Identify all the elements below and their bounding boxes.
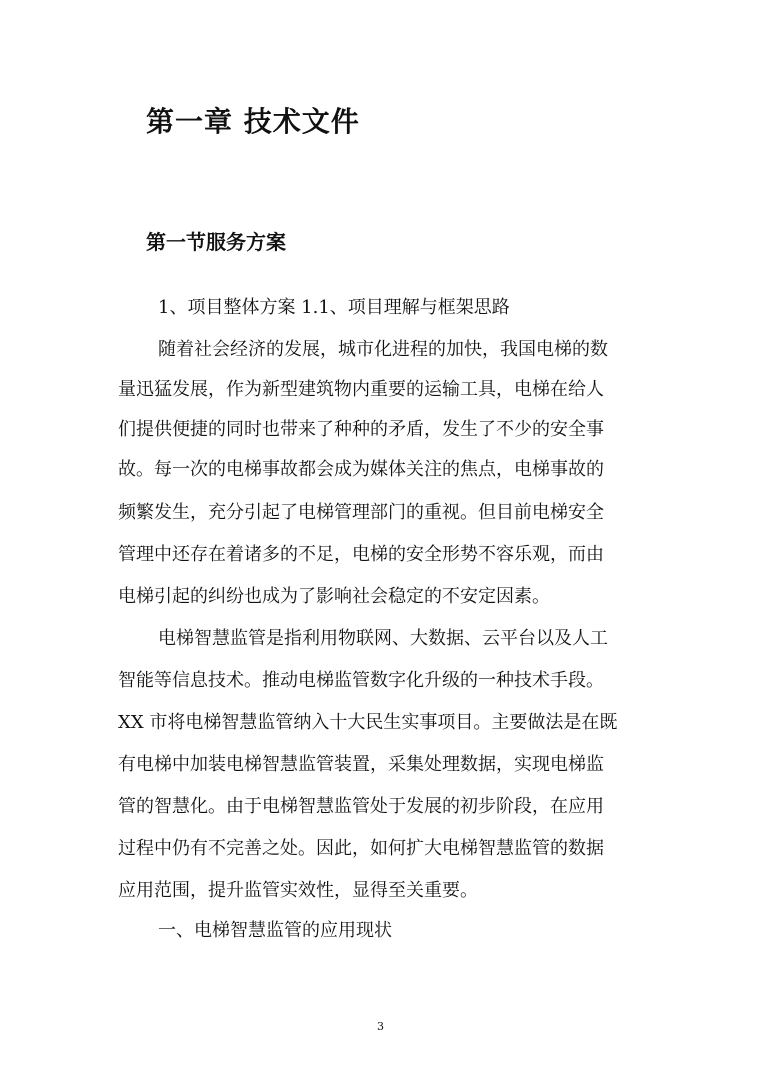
section-title: 第一节服务方案 (146, 230, 286, 254)
page-number: 3 (377, 1020, 384, 1033)
paragraph-line: 管的智慧化。由于电梯智慧监管处于发展的初步阶段，在应用 (118, 796, 604, 817)
paragraph-line: 量迅猛发展，作为新型建筑物内重要的运输工具，电梯在给人 (118, 379, 604, 400)
paragraph-line: 应用范围，提升监管实效性，显得至关重要。 (118, 880, 478, 901)
paragraph-line: 频繁发生，充分引起了电梯管理部门的重视。但目前电梯安全 (118, 502, 604, 523)
subsection-heading: 1、项目整体方案 1.1、项目理解与框架思路 (158, 297, 510, 318)
paragraph-line: 有电梯中加装电梯智慧监管装置，采集处理数据，实现电梯监 (118, 754, 604, 775)
paragraph-line: 电梯引起的纠纷也成为了影响社会稳定的不安定因素。 (118, 586, 550, 607)
paragraph-line: 电梯智慧监管是指利用物联网、大数据、云平台以及人工 (158, 628, 608, 649)
paragraph-line: 随着社会经济的发展，城市化进程的加快，我国电梯的数 (158, 339, 608, 360)
paragraph-line: XX 市将电梯智慧监管纳入十大民生实事项目。主要做法是在既 (118, 712, 618, 733)
chapter-title: 第一章 技术文件 (146, 105, 360, 138)
paragraph-line: 过程中仍有不完善之处。因此，如何扩大电梯智慧监管的数据 (118, 838, 604, 859)
paragraph-line: 智能等信息技术。推动电梯监管数字化升级的一种技术手段。 (118, 670, 604, 691)
paragraph-line: 们提供便捷的同时也带来了种种的矛盾，发生了不少的安全事 (118, 419, 604, 440)
paragraph-line: 管理中还存在着诸多的不足，电梯的安全形势不容乐观，而由 (118, 544, 604, 565)
subheading: 一、电梯智慧监管的应用现状 (158, 920, 392, 941)
paragraph-line: 故。每一次的电梯事故都会成为媒体关注的焦点，电梯事故的 (118, 459, 604, 480)
